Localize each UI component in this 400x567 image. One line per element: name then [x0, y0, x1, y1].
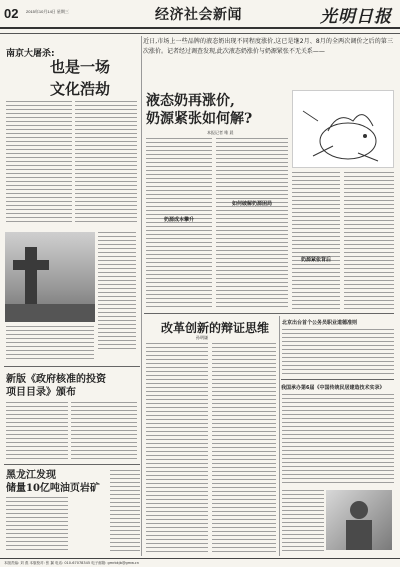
subhead-b: 如何破解奶源困局 [231, 201, 272, 207]
left-story-subhead: 南京大屠杀: [6, 49, 55, 59]
oil-headline-2: 储量10亿吨油页岩矿 [6, 483, 100, 494]
oil-body-b [110, 470, 140, 555]
oil-headline [6, 469, 106, 495]
left-story-headline-1: 也是一场 [49, 58, 110, 76]
page-number: 02 [4, 6, 19, 21]
main-body-3 [292, 172, 340, 314]
reform-byline: 孙明谦 [196, 335, 208, 340]
lead-text: 近日,市场上一些品牌的液态奶出现不同程度涨价,这已是继2月、8月的全两次调价之后的第三次涨价。记者经过调查发现,此次液态奶涨价与奶源紧张不无关系—— [143, 38, 393, 55]
gift-body [282, 329, 394, 377]
column-rule [141, 36, 142, 556]
investment-body-a [6, 402, 68, 462]
divider [4, 366, 140, 367]
page-date: 2015年10月14日 星期三 [26, 9, 69, 14]
main-headline [146, 92, 286, 128]
left-story-body-c [6, 326, 94, 362]
expo-body-2 [282, 490, 324, 554]
memorial-photo [5, 232, 95, 322]
investment-headline [6, 373, 136, 399]
gift-headline: 北京出台首个公务员职业道德准则 [282, 320, 358, 326]
divider [144, 313, 394, 314]
photo-caption [98, 232, 136, 352]
person-photo [326, 490, 392, 550]
oil-body-a [6, 497, 68, 555]
expo-headline: 我国承办第6届《中国传统民居建造技术实录》 [281, 385, 385, 391]
newspaper-logo: 光明日报 [320, 7, 392, 27]
expo-body [282, 394, 394, 486]
main-headline-1: 液态奶再涨价, [146, 93, 235, 109]
reform-body-2 [212, 343, 276, 555]
investment-headline-2: 项目目录》颁布 [6, 387, 76, 398]
oil-headline-1: 黑龙江发现 [6, 470, 56, 481]
reform-headline: 改革创新的辩证思维 [161, 321, 270, 335]
main-body-4 [344, 172, 394, 314]
left-story-body-a [6, 101, 72, 228]
page-footer: 本版责编: 刘 燕 本版校对: 张 翼 电话: 010-67078345 电子邮箱: gmrbkjb@gmw.cn [0, 558, 400, 567]
lead-summary [143, 37, 393, 87]
subhead-a: 奶源成本攀升 [163, 217, 194, 223]
cartoon-illustration [292, 90, 394, 168]
divider [4, 464, 140, 465]
main-headline-2: 奶源紧张如何解? [146, 111, 253, 127]
main-byline: 本报记者 唯 晨 [207, 130, 234, 135]
main-body-1 [146, 138, 212, 314]
left-story-headline-2: 文化浩劫 [49, 80, 110, 98]
main-body-2 [216, 138, 288, 314]
divider [281, 379, 394, 380]
investment-body-b [71, 402, 137, 462]
reform-body-1 [146, 343, 208, 555]
left-story-body-b [75, 101, 137, 228]
column-rule [279, 316, 280, 556]
investment-headline-1: 新版《政府核准的投资 [6, 374, 106, 385]
top-rule [0, 27, 400, 29]
section-title: 经济社会新闻 [155, 7, 242, 23]
subhead-c: 奶源紧张背后 [300, 257, 331, 263]
